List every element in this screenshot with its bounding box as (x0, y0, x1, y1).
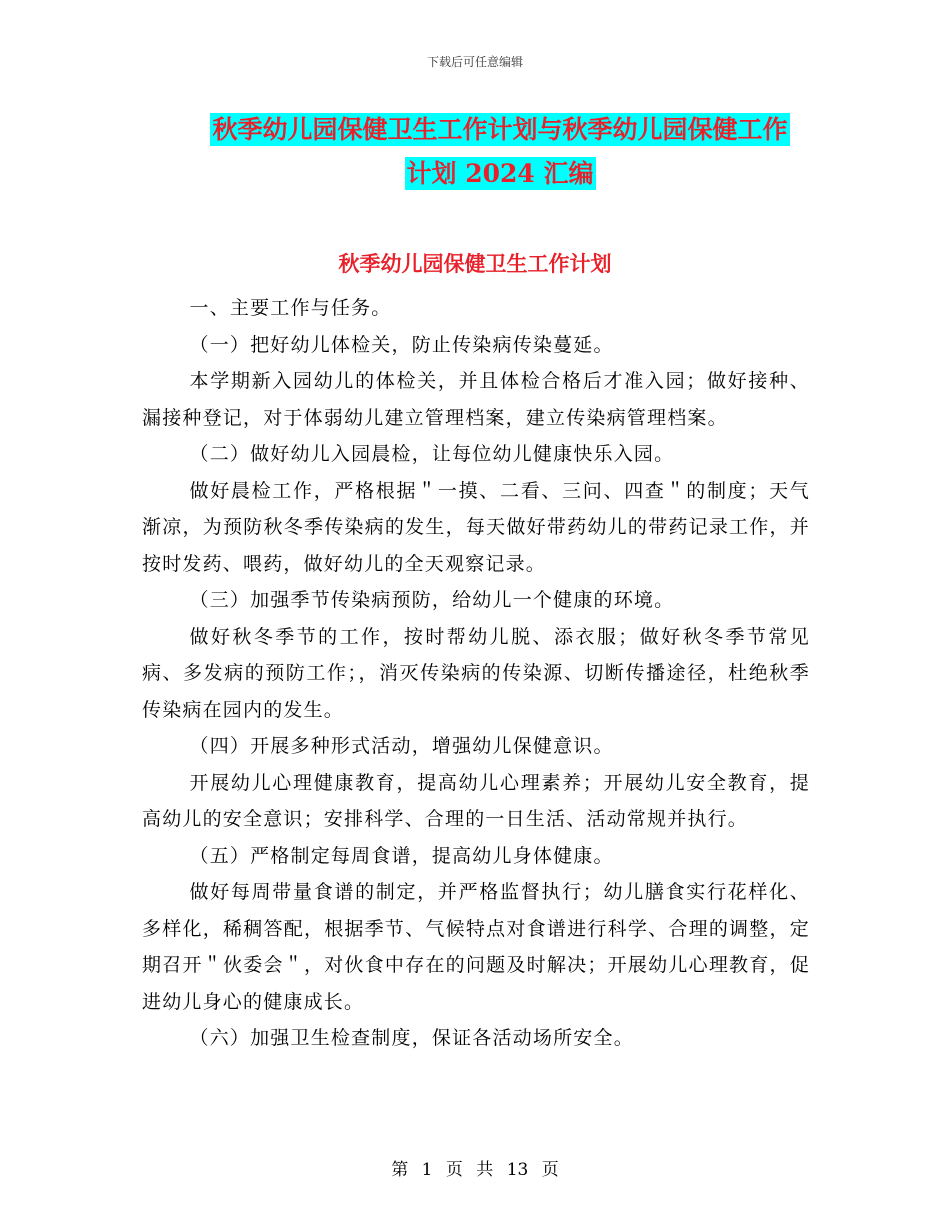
paragraph-body-3: 做好秋冬季节的工作，按时帮幼儿脱、添衣服；做好秋冬季节常见病、多发病的预防工作；，消灭传染病的传染源、切断传播途径，杜绝秋季传染病在园内的发生。 (142, 625, 810, 721)
document-title-line-2: 计划 2024 汇编 (406, 159, 594, 188)
paragraph-main-tasks: 一、主要工作与任务。 (189, 297, 392, 319)
paragraph-body-2: 做好晨检工作，严格根据＂一摸、二看、三问、四查＂的制度；天气渐凉，为预防秋冬季传染病的发生，每天做好带药幼儿的带药记录工作，并按时发药、喂药，做好幼儿的全天观察记录。 (142, 479, 810, 575)
section-title: 秋季幼儿园保健卫生工作计划 (338, 251, 612, 276)
paragraph-heading-3: （三）加强季节传染病预防，给幼儿一个健康的环境。 (189, 589, 675, 611)
paragraph-body-4: 开展幼儿心理健康教育，提高幼儿心理素养；开展幼儿安全教育，提高幼儿的安全意识；安排科学、合理的一日生活、活动常规并执行。 (142, 771, 810, 830)
paragraph-body-5: 做好每周带量食谱的制定，并严格监督执行；幼儿膳食实行花样化、多样化，稀稠答配，根据季节、气候特点对食谱进行科学、合理的调整，定期召开＂伙委会＂，对伙食中存在的问题及时解决；开展幼儿心理教育，促进幼儿身心的健康成长。 (142, 881, 810, 1013)
paragraph-heading-1: （一）把好幼儿体检关，防止传染病传染蔓延。 (189, 333, 614, 356)
document-body (142, 290, 810, 1057)
paragraph-heading-5: （五）严格制定每周食谱，提高幼儿身体健康。 (189, 844, 614, 867)
page-number-footer: 第 1 页 共 13 页 (391, 1160, 559, 1180)
paragraph-heading-2: （二）做好幼儿入园晨检，让每位幼儿健康快乐入园。 (189, 443, 675, 465)
paragraph-body-1: 本学期新入园幼儿的体检关，并且体检合格后才准入园；做好接种、漏接种登记，对于体弱幼儿建立管理档案，建立传染病管理档案。 (142, 370, 810, 429)
paragraph-heading-4: （四）开展多种形式活动，增强幼儿保健意识。 (189, 735, 614, 757)
header-note: 下载后可任意编辑 (426, 55, 523, 69)
paragraph-heading-6: （六）加强卫生检查制度，保证各活动场所安全。 (189, 1027, 634, 1049)
document-title-line-1: 秋季幼儿园保健卫生工作计划与秋季幼儿园保健工作 (212, 115, 788, 144)
document-title (140, 108, 860, 196)
